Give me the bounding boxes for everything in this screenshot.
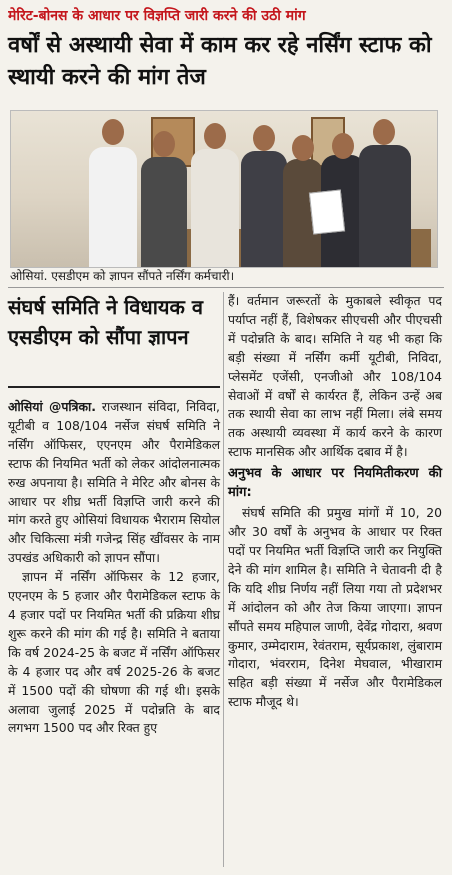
left-column <box>8 292 220 736</box>
right-column <box>228 292 442 712</box>
section-divider <box>8 287 444 288</box>
person-figure <box>191 149 239 267</box>
person-figure <box>141 157 187 267</box>
person-head <box>102 119 124 145</box>
section-subhead: अनुभव के आधार पर नियमितीकरण की मांग: <box>228 466 442 501</box>
column-divider <box>223 292 224 867</box>
person-head <box>253 125 275 151</box>
person-head <box>332 133 354 159</box>
body-paragraph: हैं। वर्तमान जरूरतों के मुकाबले स्वीकृत पद पर्याप्त नहीं हैं, विशेषकर सीएचसी और पीएचसी में पदोन्नति के बाद। समिति ने यह भी कहा कि बड़ी संख्या में नर्सिंग कर्मी यूटीबी, निविदा, प्लेसमेंट एजेंसी, एनजीओ और 108/104 सेवाओं में वर्षों से कार्यरत हैं, लेकिन उन्हें अब तक स्थायी सेवा का लाभ नहीं मिला। लंबे समय तक अस्थायी व्यवस्था में कार्य करने के कारण स्टाफ मानसिक और आर्थिक दबाव में है। <box>228 293 442 460</box>
article-headline: वर्षों से अस्थायी सेवा में काम कर रहे नर्सिंग स्टाफ को स्थायी करने की मांग तेज <box>8 33 432 90</box>
person-head <box>373 119 395 145</box>
article-kicker: मेरिट-बोनस के आधार पर विज्ञप्ति जारी करने की उठी मांग <box>8 8 306 24</box>
person-figure <box>89 147 137 267</box>
person-figure <box>359 145 411 267</box>
body-paragraph <box>8 398 220 568</box>
subhead-divider <box>8 386 220 388</box>
person-figure <box>241 151 287 267</box>
article-subhead: संघर्ष समिति ने विधायक व एसडीएम को सौंपा ज्ञापन <box>8 295 203 349</box>
memorandum-paper <box>309 189 345 234</box>
body-paragraph: संघर्ष समिति की प्रमुख मांगों में 10, 20 और 30 वर्षों के अनुभव के आधार पर रिक्त पदों पर नियमित भर्ती विज्ञप्ति जारी कर नियुक्ति देने की मांग शामिल है। समिति ने चेतावनी दी है कि यदि शीघ्र निर्णय नहीं लिया गया तो प्रदेशभर में आंदोलन को और तेज किया जाएगा। ज्ञापन सौंपते समय महिपाल जाणी, देवेंद्र गोदारा, श्रवण कुमार, उम्मेदाराम, रेवंतराम, सूर्यप्रकाश, लुंबाराम गोदारा, भंवरराम, दिनेश मेघवाल, भीखाराम सहित बड़ी संख्या में नर्सेज और पैरामेडिकल स्टाफ मौजूद थे। <box>228 505 442 710</box>
dateline: ओसियां @पत्रिका. <box>8 399 96 414</box>
person-head <box>153 131 175 157</box>
news-photo <box>10 110 438 268</box>
body-paragraph: ज्ञापन में नर्सिंग ऑफिसर के 12 हजार, एएनएम के 5 हजार और पैरामेडिकल स्टाफ के 4 हजार पदों पर नियमित भर्ती की प्रक्रिया शीघ्र शुरू करने की मांग की गई है। समिति ने बताया कि वर्ष 2024-25 के बजट में नर्सिंग ऑफिसर के 4 हजार पद और वर्ष 2025-26 के बजट में 1500 पदों की घोषणा की गई थी। इसके अलावा जुलाई 2025 में पदोन्नति के बाद लगभग 1500 पद और रिक्त हुए <box>8 569 220 736</box>
body-text: राजस्थान संविदा, निविदा, यूटीबी व 108/104 नर्सेज संघर्ष समिति ने नर्सिंग ऑफिसर, एएनएम और पैरामेडिकल स्टाफ की नियमित भर्ती को लेकर आंदोलनात्मक रुख अपनाया है। समिति ने मेरिट और बोनस के आधार पर शीघ्र भर्ती विज्ञप्ति जारी करने की मांग करते हुए ओसियां विधायक भैराराम सियोल और चिकित्सा मंत्री गजेन्द्र सिंह खींवसर के नाम उपखंड अधिकारी को ज्ञापन सौंपा। <box>8 399 220 566</box>
photo-caption: ओसियां. एसडीएम को ज्ञापन सौंपते नर्सिंग कर्मचारी। <box>10 269 235 283</box>
left-body <box>8 398 220 738</box>
person-head <box>292 135 314 161</box>
person-head <box>204 123 226 149</box>
